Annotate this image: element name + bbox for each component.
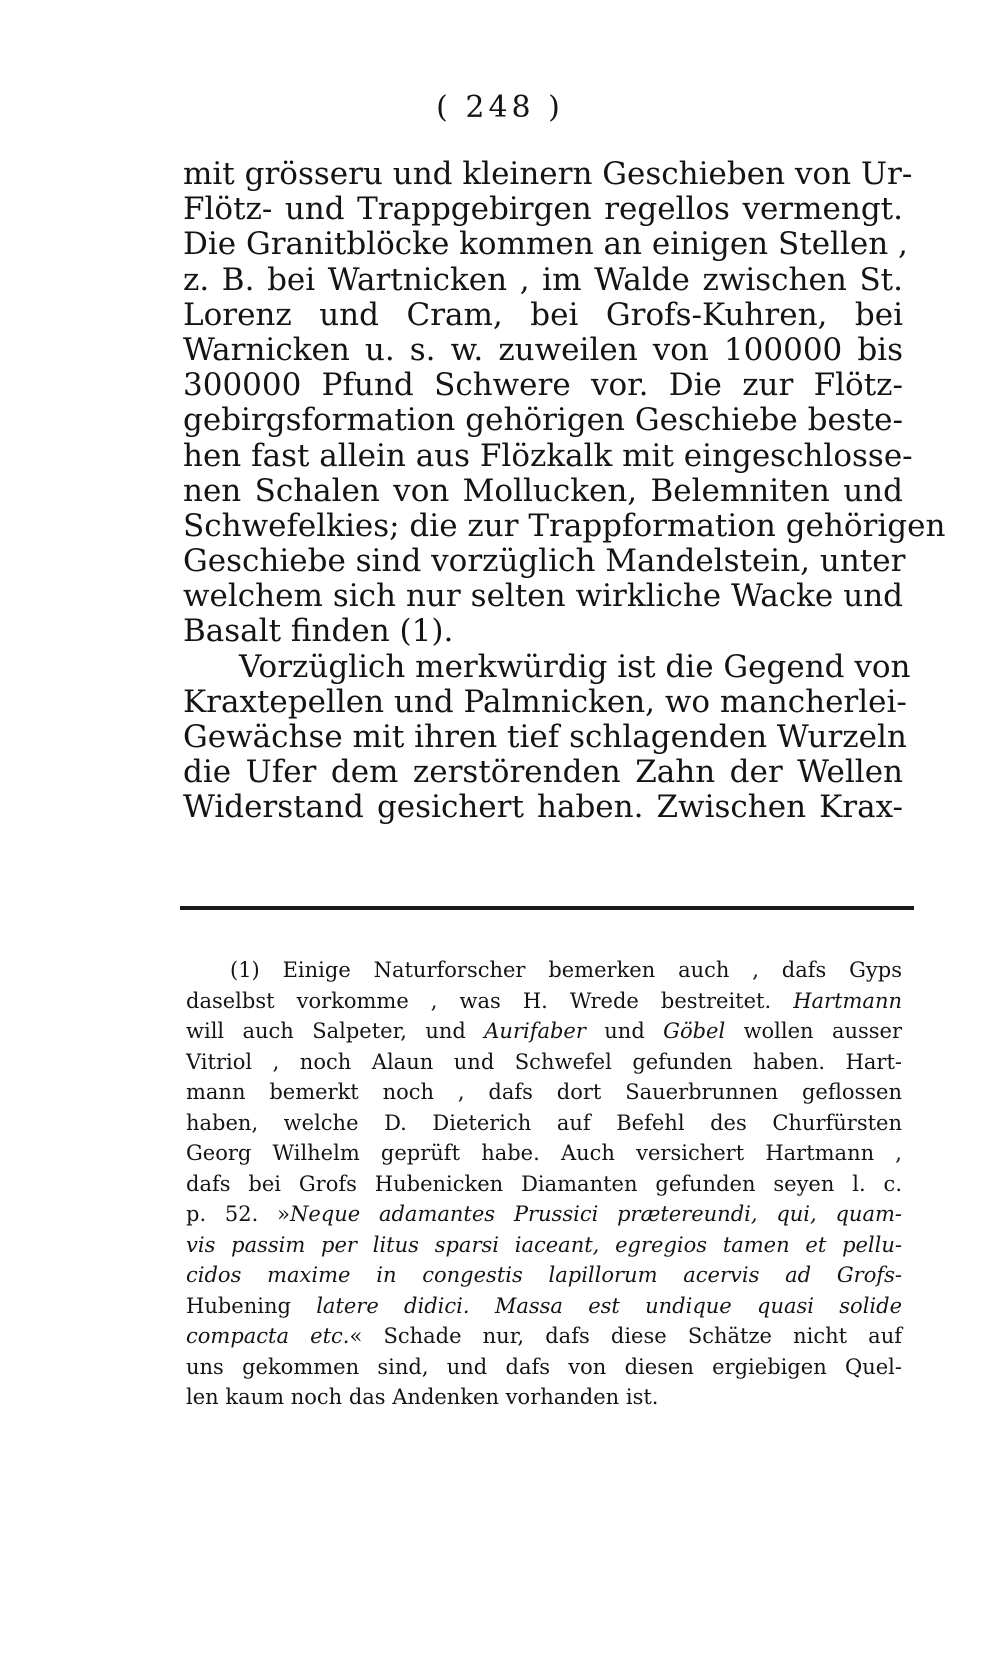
paragraph-1	[183, 156, 946, 650]
text-line: Basalt finden (1).	[183, 613, 454, 650]
footnote-line	[186, 1321, 902, 1352]
footnote-text: will auch Salpeter, und	[186, 1019, 485, 1043]
footnote-line	[186, 1291, 902, 1322]
text-line: Flötz- und Trappgebirgen regellos vermengt.	[183, 191, 903, 228]
text-line: Geschiebe sind vorzüglich Mandelstein, unter	[183, 543, 906, 580]
main-text	[183, 156, 946, 826]
text-line: hen fast allein aus Flözkalk mit eingeschlosse-	[183, 437, 913, 474]
footnote-italic: Neque adamantes Prussici prætereundi, qui, quam-	[289, 1202, 902, 1226]
footnote-line: Vitriol , noch Alaun und Schwefel gefunden haben. Hart-	[186, 1049, 902, 1074]
text-line: die Ufer dem zerstörenden Zahn der Wellen	[183, 754, 903, 791]
footnote-text: wollen ausser	[725, 1019, 903, 1043]
footnote-italic: latere didici. Massa est undique quasi solide	[316, 1293, 902, 1318]
footnote-line: haben, welche D. Dieterich auf Befehl des Churfürsten	[186, 1110, 902, 1135]
footnote-line	[186, 1199, 902, 1230]
footnote-text: « Schade nur, dafs diese Schätze nicht auf	[349, 1324, 902, 1348]
footnote-italic: Aurifaber	[484, 1019, 586, 1043]
footnote-line	[186, 986, 902, 1017]
text-line: gebirgsformation gehörigen Geschiebe beste-	[183, 402, 903, 439]
footnote-italic: Hartmann	[793, 988, 902, 1013]
text-line: 300000 Pfund Schwere vor. Die zur Flötz-	[183, 367, 903, 404]
paragraph-2	[183, 648, 911, 826]
footnote-italic: Göbel	[663, 1019, 726, 1043]
text-line: Vorzüglich merkwürdig ist die Gegend von	[239, 648, 911, 685]
footnote	[186, 955, 902, 1413]
footnote-line: uns gekommen sind, und dafs von diesen ergiebigen Quel-	[186, 1354, 902, 1379]
text-line: welchem sich nur selten wirkliche Wacke und	[183, 578, 903, 615]
footnote-text: daselbst vorkomme , was H. Wrede bestreitet.	[186, 988, 794, 1013]
text-line: mit grösseru und kleinern Geschieben von Ur-	[183, 156, 913, 192]
text-line: Lorenz und Cram, bei Grofs-Kuhren, bei	[183, 296, 903, 333]
text-line: Warnicken u. s. w. zuweilen von 100000 bis	[183, 331, 903, 368]
footnote-line: cidos maxime in congestis lapillorum acervis ad Grofs-	[186, 1263, 902, 1287]
footnote-line: Georg Wilhelm geprüft habe. Auch versichert Hartmann ,	[186, 1141, 902, 1165]
footnote-line: vis passim per litus sparsi iaceant, egregios tamen et pellu-	[186, 1232, 902, 1257]
text-line: Widerstand gesichert haben. Zwischen Krax-	[183, 789, 903, 826]
footnote-text: p. 52. »	[186, 1202, 290, 1226]
footnote-line: dafs bei Grofs Hubenicken Diamanten gefunden seyen l. c.	[186, 1171, 902, 1196]
footnote-line: mann bemerkt noch , dafs dort Sauerbrunnen geflossen	[186, 1080, 902, 1104]
footnote-text: Hubening	[186, 1293, 317, 1318]
text-line: Kraxtepellen und Palmnicken, wo mancherlei-	[183, 683, 907, 720]
text-line: Schwefelkies; die zur Trappformation gehörigen	[183, 507, 946, 544]
footnote-line: (1) Einige Naturforscher bemerken auch , dafs Gyps	[230, 958, 902, 982]
text-line: nen Schalen von Mollucken, Belemniten und	[183, 472, 903, 509]
text-line: Die Granitblöcke kommen an einigen Stellen ,	[183, 226, 908, 263]
page-number: ( 248 )	[436, 90, 564, 125]
text-line: z. B. bei Wartnicken , im Walde zwischen St.	[183, 261, 903, 298]
footnote-divider	[180, 906, 914, 910]
footnote-line	[186, 1016, 902, 1047]
footnote-italic: compacta etc.	[186, 1324, 350, 1348]
footnote-text: und	[585, 1019, 664, 1043]
footnote-line: len kaum noch das Andenken vorhanden ist.	[186, 1385, 659, 1409]
text-line: Gewächse mit ihren tief schlagenden Wurzeln	[183, 719, 907, 755]
